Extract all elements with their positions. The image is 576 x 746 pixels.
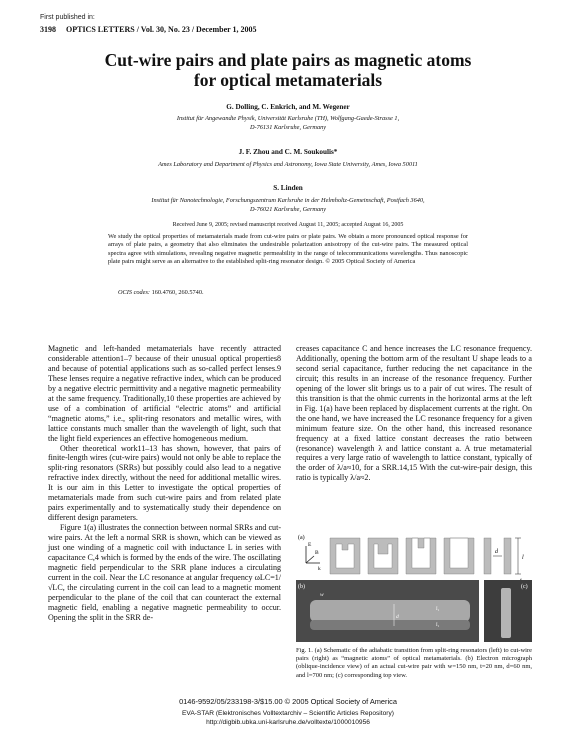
srr-open-shape <box>368 538 398 574</box>
affiliation-3-line-1: Institut für Nanotechnologie, Forschungszentrum Karlsruhe in der Helmholtz-Gemeinschaft, Postfach 3640, <box>151 197 425 204</box>
ocis-values: 160.4760, 260.5740. <box>151 289 204 296</box>
affiliation-1-line-1: Institut für Angewandte Physik, Universität Karlsruhe (TH), Wolfgang-Gaede-Strasse 1, <box>176 115 400 122</box>
right-paragraph-1: creases capacitance C and hence increases the LC resonance frequency. Additionally, opening the bottom arm of the resultant U shape leads to a second serial capacitance, further reducing the net capacitance in the circuit; this results in an increase of the resonance frequency. Further opening of the lower slit brings us to a pair of cut wires. The result of this transition is that the ohmic currents in the horizontal arms at the left in Fig. 1(a) have been replaced by displacement currents at the right. On the one hand, we have increased the LC resonance frequency for a given minimum feature size. On the other hand, this increased resonance frequency at a fixed lattice constant decreases the ratio between (resonance) wavelength λ and lattice constant a. A true metamaterial requires a very large ratio of wavelength to lattice constant, typically of the order of λ/a≈10, for a SRR.14,15 With the cut-wire-pair design, this ratio is typically λ/a≈2. <box>296 344 532 483</box>
panel-a-label: (a) <box>298 535 305 541</box>
left-column <box>48 344 281 623</box>
page-number: 3198 <box>40 25 56 34</box>
panel-c-label: (c) <box>521 584 528 590</box>
right-column <box>296 344 532 483</box>
micrograph-mark-2: I₁ <box>436 623 440 628</box>
ocis-codes <box>118 289 458 296</box>
left-paragraph-3: Figure 1(a) illustrates the connection between normal SRRs and cut-wire pairs. At the left a normal SRR is shown, which can be viewed as just one winding of a magnetic coil with inductance L in series with capacitance C,4 which is formed by the ends of the wire. The oscillating magnetic field perpendicular to the SRR plane induces a circulating current in the coil. Near the LC resonance at angular frequency ωLC=1/√LC, the circulating current in the coil can lead to a magnetic moment perpendicular to the plane of the coil that can counteract the external magnetic field, enabling a negative magnetic permeability to occur. Opening the split in the SRR de- <box>48 523 281 622</box>
ocis-label: OCIS codes: <box>118 289 151 296</box>
vector-k-label: k <box>318 566 321 572</box>
dim-w-label: w <box>320 592 324 598</box>
cut-wire-left <box>484 538 491 574</box>
vector-b-label: B <box>315 550 319 556</box>
footer-repository-name: EVA-STAR (Elektronisches Volltextarchiv – Scientific Articles Repository) <box>182 710 394 717</box>
paper-title <box>40 50 536 90</box>
dim-d-label: d <box>495 549 498 555</box>
abstract: We study the optical properties of metamaterials made from cut-wire pairs or plate pairs. We obtain a more pronounced optical response for arrays of plate pairs, a geometry that also eliminates the undesirable polarization anisotropy of the cut-wire pairs. The measured optical spectra agree with simulations, revealing negative magnetic permeability in the range of telecommunications wavelengths. Thus nanoscopic plate pairs might serve as an alternative to the established split-ring resonator design. © 2005 Optical Society of America <box>108 233 468 265</box>
authors-group-1: G. Dolling, C. Enkrich, and M. Wegener <box>226 103 350 111</box>
vector-e-label: E <box>308 542 312 548</box>
affiliation-3-line-2: D-76021 Karlsruhe, Germany <box>249 206 327 213</box>
figure-1-caption: Fig. 1. (a) Schematic of the adiabatic transition from split-ring resonators (left) to cut-wire pairs (right) as “magnetic atoms” of optical metamaterials. (b) Electron micrograph (oblique-incidence view) of an actual cut-wire pair with w=150 nm, t=20 nm, d=60 nm, and l=700 nm; (c) corresponding top view. <box>296 647 532 679</box>
footer-repository <box>40 709 536 727</box>
footer-copyright: 0146-9592/05/233198-3/$15.00 © 2005 Optical Society of America <box>179 697 397 706</box>
affiliation-1-line-2: D-76131 Karlsruhe, Germany <box>249 124 327 131</box>
dim-l-label: l <box>522 555 524 561</box>
srr-shape <box>330 538 360 574</box>
micrograph-wire-top <box>310 600 470 622</box>
micrograph-mark-1: I₁ <box>436 607 440 612</box>
figure-1-graphic <box>296 530 532 642</box>
title-line-1: Cut-wire pairs and plate pairs as magnetic atoms <box>104 50 472 70</box>
authors-group-3: S. Linden <box>273 184 303 192</box>
micrograph-d-label: d <box>396 614 399 620</box>
left-paragraph-2: Other theoretical work11–13 has shown, however, that pairs of finite-length wires (cut-wire pairs) would not only be able to replace the split-ring resonators (SRRs) but possibly could also lead to a negative refractive index directly, without the need for additional metallic wires. It is our aim in this Letter to investigate the optical properties of metamaterials made from such cut-wire pairs and from related plate pairs experimentally and to systematically study their dependence on different design parameters. <box>48 443 281 523</box>
u-open-shape <box>444 538 474 574</box>
authors-group-2: J. F. Zhou and C. M. Soukoulis* <box>238 148 338 156</box>
first-published-note: First published in: <box>40 14 95 21</box>
micrograph-wire-bottom <box>310 620 470 630</box>
journal-info: OPTICS LETTERS / Vol. 30, No. 23 / December 1, 2005 <box>66 25 257 34</box>
panel-b-label: (b) <box>298 584 305 590</box>
running-head <box>40 25 340 34</box>
received-dates: Received June 9, 2005; revised manuscript received August 11, 2005; accepted August 16, 2005 <box>172 222 404 228</box>
figure-1 <box>296 530 532 642</box>
title-line-2: for optical metamaterials <box>193 70 383 90</box>
top-view-wire <box>501 588 511 638</box>
cut-wire-right <box>504 538 511 574</box>
srr-transition-row <box>330 538 511 574</box>
footer-repository-url: http://digbib.ubka.uni-karlsruhe.de/volltexte/1000010956 <box>206 719 370 726</box>
left-paragraph-1: Magnetic and left-handed metamaterials have recently attracted considerable attention1–7 because of their unusual optical properties8 and because of potential applications such as so-called perfect lenses.9 These lenses require a negative refractive index, which can be produced by a negative electric permittivity and a negative magnetic permeability at the same frequency. Traditionally,10 these properties are achieved by use of a combination of artificial “electric atoms” and artificial “magnetic atoms,” i.e., split-ring resonators and metallic wires, with lattice constants much smaller than the wavelength of light, such that the light field experiences an effective homogeneous medium. <box>48 344 281 443</box>
affiliation-2: Ames Laboratory and Department of Physics and Astronomy, Iowa State University, Ames, Iowa 50011 <box>158 161 418 168</box>
u-shape <box>406 538 436 574</box>
